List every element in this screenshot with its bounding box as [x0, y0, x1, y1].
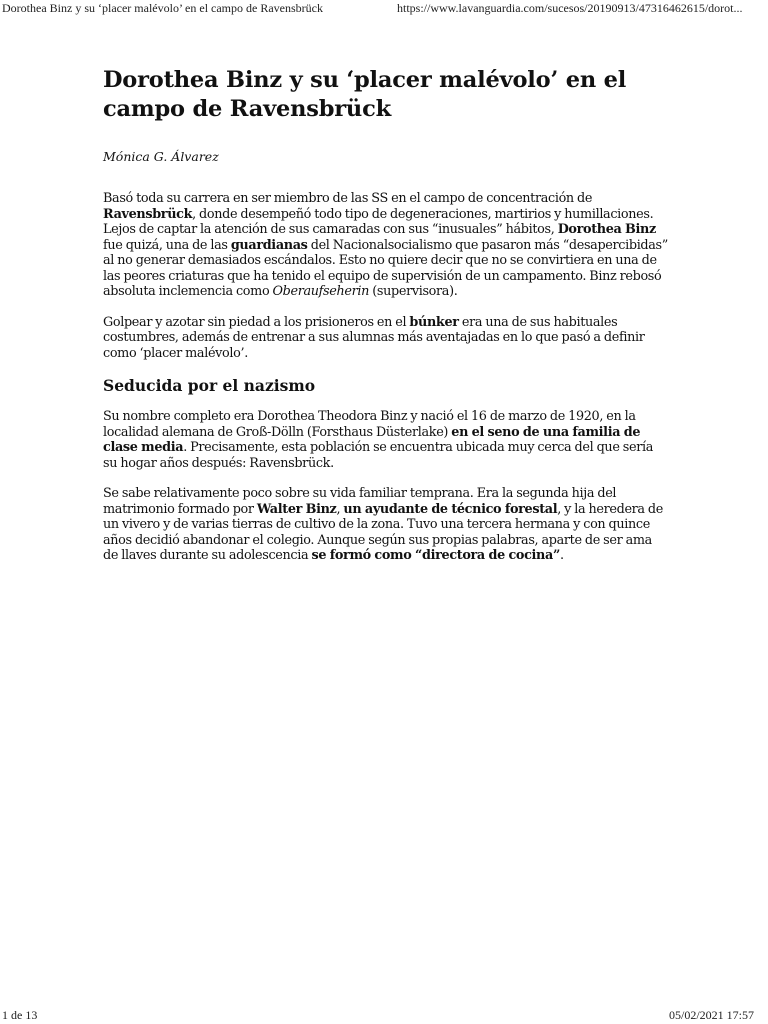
bold-ravensbruck: Ravensbrück — [103, 206, 193, 222]
print-header — [0, 0, 768, 18]
article-author: Mónica G. Álvarez — [103, 149, 219, 164]
print-footer — [0, 1006, 768, 1024]
paragraph-1 — [103, 191, 669, 300]
paragraph-1-text: del Nacionalsocialismo que pasaron más “desapercibidas” al no generar demasiados escándalos. Esto no quiere decir que no se convirtiera en una de las peores criaturas que ha tenido el equipo de supervisión de un campamento. Binz rebosó absoluta inclemencia como — [103, 237, 668, 299]
section-heading: Seducida por el nazismo — [103, 376, 316, 395]
print-header-url: https://www.lavanguardia.com/sucesos/20190913/47316462615/dorot... — [397, 1, 743, 15]
bold-guardianas: guardianas — [230, 237, 308, 253]
print-datetime: 05/02/2021 17:57 — [668, 1008, 754, 1022]
page-count: 1 de 13 — [2, 1008, 38, 1022]
paragraph-1-text: , donde desempeñó todo tipo de degeneraciones, martirios y humillaciones. Lejos de captar la atención de sus camaradas con sus “inusuales” hábitos, — [103, 206, 654, 237]
italic-oberaufseherin: Oberaufseherin — [272, 284, 370, 299]
paragraph-2-text: Golpear y azotar sin piedad a los prisioneros en el — [103, 314, 410, 330]
paragraph-1-text: Basó toda su carrera en ser miembro de las SS en el campo de concentración de — [103, 191, 593, 206]
paragraph-2-text: era una de sus habituales costumbres, además de entrenar a sus alumnas más aventajadas en lo que pasó a definir como ‘placer malévolo’. — [103, 314, 645, 361]
paragraph-3 — [103, 409, 669, 471]
article — [103, 66, 669, 579]
paragraph-1-text: fue quizá, una de las — [103, 237, 231, 253]
paragraph-1-text: (supervisora). — [369, 284, 458, 299]
paragraph-4-text: , y la heredera de un vivero y de varias tierras de cultivo de la zona. Tuvo una tercera hermana y con quince años decidió abandonar el colegio. Aunque según sus propias palabras, aparte de ser ama de llaves durante su adolescencia — [103, 501, 663, 563]
paragraph-3-text: Su nombre completo era Dorothea Theodora Binz y nació el 16 de marzo de 1920, en la localidad alemana de Groß-Dölln (Forsthaus Düsterlake) — [103, 409, 636, 440]
bold-walter-binz: Walter Binz — [256, 501, 337, 517]
bold-bunker: búnker — [409, 314, 459, 330]
paragraph-4-text: , — [336, 501, 344, 517]
bold-directora-de-cocina: se formó como “directora de cocina” — [311, 548, 560, 563]
bold-familia-clase-media: en el seno de una familia de clase media — [103, 424, 641, 455]
paragraph-4 — [103, 486, 669, 564]
paragraph-3-text: . Precisamente, esta población se encuentra ubicada muy cerca del que sería su hogar años después: Ravensbrück. — [103, 440, 653, 471]
bold-dorothea-binz: Dorothea Binz — [557, 222, 656, 237]
article-title: Dorothea Binz y su ‘placer malévolo’ en el campo de Ravensbrück — [103, 67, 627, 122]
paragraph-4-text: . — [559, 548, 564, 563]
paragraph-4-text: Se sabe relativamente poco sobre su vida familiar temprana. Era la segunda hija del matrimonio formado por — [103, 486, 617, 517]
print-header-title: Dorothea Binz y su ‘placer malévolo’ en el campo de Ravensbrück — [2, 1, 323, 15]
bold-ayudante-tecnico-forestal: un ayudante de técnico forestal — [343, 501, 558, 517]
paragraph-2 — [103, 315, 669, 362]
